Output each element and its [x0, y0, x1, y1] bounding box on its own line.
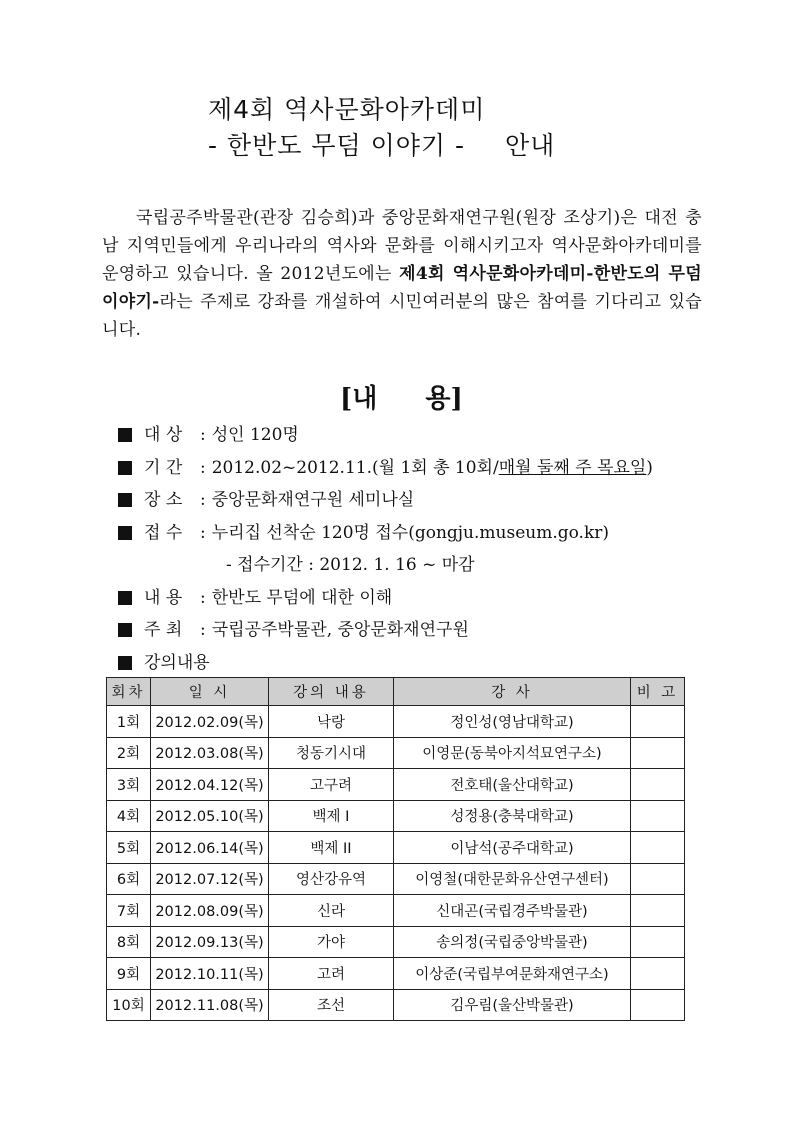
cell-note: [631, 769, 685, 801]
item-value: 한반도 무덤에 대한 이해: [211, 587, 393, 608]
cell-lecturer: 이영철(대한문화유산연구센터): [394, 863, 631, 895]
cell-note: [631, 958, 685, 990]
header-note: 비 고: [631, 678, 685, 706]
table-row: [107, 706, 685, 738]
info-item-content: 내 용 : 한반도 무덤에 대한 이해: [118, 582, 653, 615]
intro-text-1: 국립공주박물관(관장 김승희)과 중앙문화재연구원(원장 조상기)은 대전 충남 지역민들에게 우리나라의 역사와 문화를 이해시키고자 역사문화아카데미를 운영하고 있습니다. 올 2012년도에는: [102, 208, 702, 284]
item-label: 대 상: [144, 425, 183, 445]
cell-date: 2012.07.12(목): [151, 863, 269, 895]
item-sub-value: - 접수기간 : 2012. 1. 16 ~ 마감: [226, 555, 475, 575]
cell-topic: 신라: [269, 895, 394, 927]
title-line-1: 제4회 역사문화아카데미: [208, 95, 486, 124]
cell-date: 2012.06.14(목): [151, 832, 269, 864]
cell-note: [631, 989, 685, 1021]
cell-topic: 백제 II: [269, 832, 394, 864]
cell-lecturer: 송의정(국립중앙박물관): [394, 926, 631, 958]
cell-topic: 고구려: [269, 769, 394, 801]
cell-note: [631, 800, 685, 832]
table-row: [107, 863, 685, 895]
item-value: 2012.02~2012.11.(월 1회 총 10회/: [211, 457, 499, 478]
cell-session: 3회: [107, 769, 151, 801]
cell-session: 9회: [107, 958, 151, 990]
cell-session: 6회: [107, 863, 151, 895]
section-heading-left: [내: [340, 384, 378, 414]
cell-topic: 청동기시대: [269, 737, 394, 769]
square-bullet-icon: [118, 623, 132, 637]
cell-note: [631, 895, 685, 927]
info-item-period: 기 간 : 2012.02~2012.11.(월 1회 총 10회/ 매월 둘째 주 목요일 ): [118, 452, 653, 485]
cell-topic: 낙랑: [269, 706, 394, 738]
intro-bold-text: 제4회 역사문화아카데미-한반도의 무덤이야기-: [102, 264, 702, 312]
cell-session: 7회: [107, 895, 151, 927]
table-row: [107, 769, 685, 801]
cell-date: 2012.11.08(목): [151, 989, 269, 1021]
item-label: 주 최: [144, 620, 183, 640]
item-value-underlined: 매월 둘째 주 목요일: [498, 457, 647, 478]
title-subtitle: - 한반도 무덤 이야기 -: [208, 131, 466, 160]
info-item-lectures: [118, 647, 653, 680]
square-bullet-icon: [118, 428, 132, 442]
cell-lecturer: 김우림(울산박물관): [394, 989, 631, 1021]
cell-date: 2012.04.12(목): [151, 769, 269, 801]
cell-session: 10회: [107, 989, 151, 1021]
item-value: 국립공주박물관, 중앙문화재연구원: [211, 620, 469, 640]
cell-lecturer: 전호태(울산대학교): [394, 769, 631, 801]
cell-date: 2012.08.09(목): [151, 895, 269, 927]
cell-lecturer: 정인성(영남대학교): [394, 706, 631, 738]
section-heading: [340, 378, 463, 415]
cell-session: 5회: [107, 832, 151, 864]
cell-date: 2012.10.11(목): [151, 958, 269, 990]
table-row: [107, 895, 685, 927]
table-body: [107, 706, 685, 1021]
header-lecturer: 강 사: [394, 678, 631, 706]
square-bullet-icon: [118, 493, 132, 507]
cell-note: [631, 706, 685, 738]
cell-note: [631, 832, 685, 864]
table-row: [107, 832, 685, 864]
table-row: [107, 926, 685, 958]
cell-date: 2012.02.09(목): [151, 706, 269, 738]
item-label: 장 소: [144, 490, 183, 510]
cell-session: 2회: [107, 737, 151, 769]
cell-date: 2012.05.10(목): [151, 800, 269, 832]
cell-topic: 고려: [269, 958, 394, 990]
cell-session: 8회: [107, 926, 151, 958]
info-item-place: 장 소 : 중앙문화재연구원 세미나실: [118, 484, 653, 517]
table-header-row: [107, 678, 685, 706]
cell-lecturer: 이영문(동북아지석묘연구소): [394, 737, 631, 769]
cell-session: 1회: [107, 706, 151, 738]
cell-note: [631, 926, 685, 958]
item-value: 성인 120명: [211, 425, 299, 445]
cell-topic: 조선: [269, 989, 394, 1021]
cell-note: [631, 863, 685, 895]
cell-lecturer: 신대곤(국립경주박물관): [394, 895, 631, 927]
cell-lecturer: 성정용(충북대학교): [394, 800, 631, 832]
info-item-registration: 접 수 : 누리집 선착순 120명 접수(gongju.museum.go.kr): [118, 517, 653, 550]
item-label: 접 수: [144, 522, 183, 543]
cell-lecturer: 이상준(국립부여문화재연구소): [394, 958, 631, 990]
item-label: 내 용: [144, 587, 183, 608]
title-notice: 안내: [505, 131, 556, 160]
cell-date: 2012.09.13(목): [151, 926, 269, 958]
cell-topic: 가야: [269, 926, 394, 958]
title-line-2: [208, 128, 555, 164]
header-session: 회차: [107, 678, 151, 706]
cell-session: 4회: [107, 800, 151, 832]
cell-lecturer: 이남석(공주대학교): [394, 832, 631, 864]
item-label: 기 간: [144, 457, 183, 478]
cell-note: [631, 737, 685, 769]
item-value: 누리집 선착순 120명 접수(gongju.museum.go.kr): [211, 522, 610, 543]
header-date: 일 시: [151, 678, 269, 706]
table-row: [107, 800, 685, 832]
square-bullet-icon: [118, 526, 132, 540]
cell-topic: 백제 I: [269, 800, 394, 832]
cell-date: 2012.03.08(목): [151, 737, 269, 769]
square-bullet-icon: [118, 591, 132, 605]
table-row: [107, 989, 685, 1021]
info-item-target: 대 상 : 성인 120명: [118, 419, 653, 452]
item-label: 강의내용: [144, 652, 210, 673]
cell-topic: 영산강유역: [269, 863, 394, 895]
section-heading-right: 용]: [425, 384, 463, 414]
intro-text-2: 라는 주제로 강좌를 개설하여 시민여러분의 많은 참여를 기다리고 있습니다.: [102, 292, 702, 340]
item-value: 중앙문화재연구원 세미나실: [211, 490, 415, 510]
header-topic: 강의 내용: [269, 678, 394, 706]
table-row: [107, 958, 685, 990]
square-bullet-icon: [118, 461, 132, 475]
square-bullet-icon: [118, 656, 132, 670]
item-value-tail: ): [646, 457, 653, 478]
info-item-registration-period: [118, 549, 653, 582]
info-list: [118, 419, 653, 679]
intro-paragraph: [102, 204, 702, 344]
lecture-schedule-table: [106, 677, 685, 1021]
info-item-host: 주 최 : 국립공주박물관, 중앙문화재연구원: [118, 614, 653, 647]
table-row: [107, 737, 685, 769]
document-title: [208, 92, 555, 164]
